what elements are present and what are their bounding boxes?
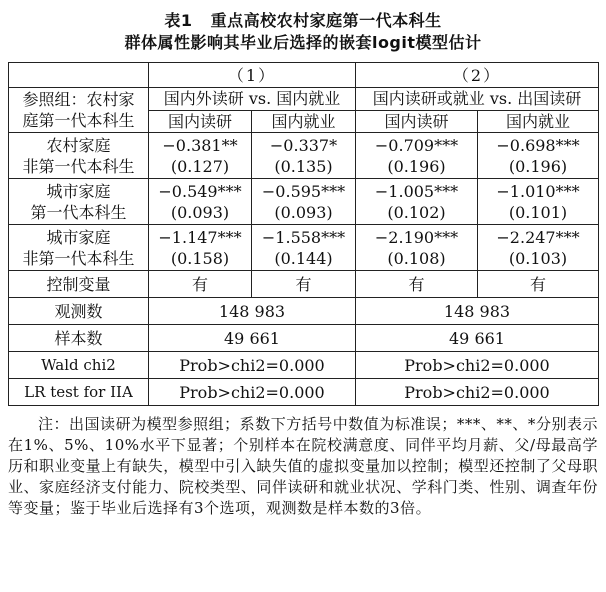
coefficient: −0.381** [162,135,238,155]
observations-value: 148 983 [149,298,356,325]
model-number-row [9,63,599,88]
reference-group-line-2: 庭第一代本科生 [22,111,135,130]
row-label-line-1: 城市家庭 [46,181,111,201]
coefficient: −1.005*** [374,181,459,201]
standard-error: (0.135) [274,156,333,176]
coef-cell [252,179,356,225]
controls-value: 有 [149,271,252,298]
controls-value: 有 [478,271,599,298]
coefficient: −0.595*** [261,181,346,201]
observations-row [9,298,599,325]
model-1-number: （1） [149,63,356,88]
wald-row [9,352,599,379]
coef-cell [149,133,252,179]
model-2-title: 国内读研或就业 vs. 出国读研 [356,88,599,111]
coef-cell [478,133,599,179]
subcol-header: 国内读研 [149,110,252,133]
lr-test-label: LR test for IIA [9,379,149,406]
samples-value: 49 661 [356,325,599,352]
model-1-title: 国内外读研 vs. 国内就业 [149,88,356,111]
coefficient: −0.698*** [496,135,580,155]
table-row [9,133,599,179]
table-caption [8,10,598,54]
coefficient: −0.709*** [374,135,459,155]
standard-error: (0.196) [387,156,446,176]
lr-test-value: Prob>chi2=0.000 [149,379,356,406]
coef-cell [252,133,356,179]
standard-error: (0.127) [170,156,230,176]
coef-cell [149,225,252,271]
caption-title-1: 重点高校农村家庭第一代本科生 [210,11,442,30]
controls-value: 有 [252,271,356,298]
subcol-header: 国内就业 [252,110,356,133]
coef-cell [478,179,599,225]
coef-cell [478,225,599,271]
row-label-line-1: 农村家庭 [46,135,111,155]
coefficient: −2.247*** [496,227,580,247]
table-row [9,225,599,271]
row-label-line-1: 城市家庭 [46,227,111,247]
coefficient: −0.549*** [158,181,242,201]
standard-error: (0.196) [508,156,568,176]
controls-value: 有 [356,271,478,298]
coefficient: −1.010*** [496,181,580,201]
controls-row [9,271,599,298]
empty-corner-cell [9,63,149,88]
row-label [9,179,149,225]
lr-test-value: Prob>chi2=0.000 [356,379,599,406]
coef-cell [356,133,478,179]
coef-cell [252,225,356,271]
coef-cell [356,225,478,271]
row-label [9,225,149,271]
coef-cell [149,179,252,225]
caption-line-2: 群体属性影响其毕业后选择的嵌套logit模型估计 [124,33,482,52]
row-label-line-2: 第一代本科生 [30,202,127,222]
standard-error: (0.102) [387,202,446,222]
caption-line-1 [8,10,598,32]
coefficient: −1.558*** [261,227,346,247]
subcol-header: 国内就业 [478,110,599,133]
standard-error: (0.108) [387,248,446,268]
row-label [9,133,149,179]
reference-group-cell [9,88,149,133]
wald-value: Prob>chi2=0.000 [149,352,356,379]
controls-label: 控制变量 [9,271,149,298]
standard-error: (0.158) [170,248,230,268]
standard-error: (0.101) [508,202,568,222]
standard-error: (0.093) [274,202,333,222]
samples-value: 49 661 [149,325,356,352]
model-2-number: （2） [356,63,599,88]
subcol-header: 国内读研 [356,110,478,133]
reference-group-line-1: 参照组：农村家 [22,90,135,109]
coefficient: −1.147*** [158,227,242,247]
row-label-line-2: 非第一代本科生 [22,156,135,176]
wald-label: Wald chi2 [9,352,149,379]
coefficient: −0.337* [269,135,338,155]
table-row [9,179,599,225]
observations-value: 148 983 [356,298,599,325]
standard-error: (0.144) [274,248,333,268]
coefficient: −2.190*** [374,227,459,247]
standard-error: (0.103) [508,248,568,268]
lr-test-row [9,379,599,406]
wald-value: Prob>chi2=0.000 [356,352,599,379]
table-note: 注：出国读研为模型参照组；系数下方括号中数值为标准误；***、**、*分别表示在1%、5%、10%水平下显著；个别样本在院校满意度、同伴平均月薪、父/母最高学历和职业变量上有缺失，模型中引入缺失值的虚拟变量加以控制；模型还控制了父母职业、家庭经济支付能力、院校类型、同伴读研和就业状况、学科门类、性别、调查年份等变量；鉴于毕业后选择有3个选项，观测数是样本数的3倍。 [8,415,598,517]
results-table [8,62,599,406]
table-label: 表1 [164,11,193,30]
row-label-line-2: 非第一代本科生 [22,248,135,268]
samples-label: 样本数 [9,325,149,352]
model-title-row [9,88,599,111]
coef-cell [356,179,478,225]
samples-row [9,325,599,352]
observations-label: 观测数 [9,298,149,325]
standard-error: (0.093) [170,202,230,222]
